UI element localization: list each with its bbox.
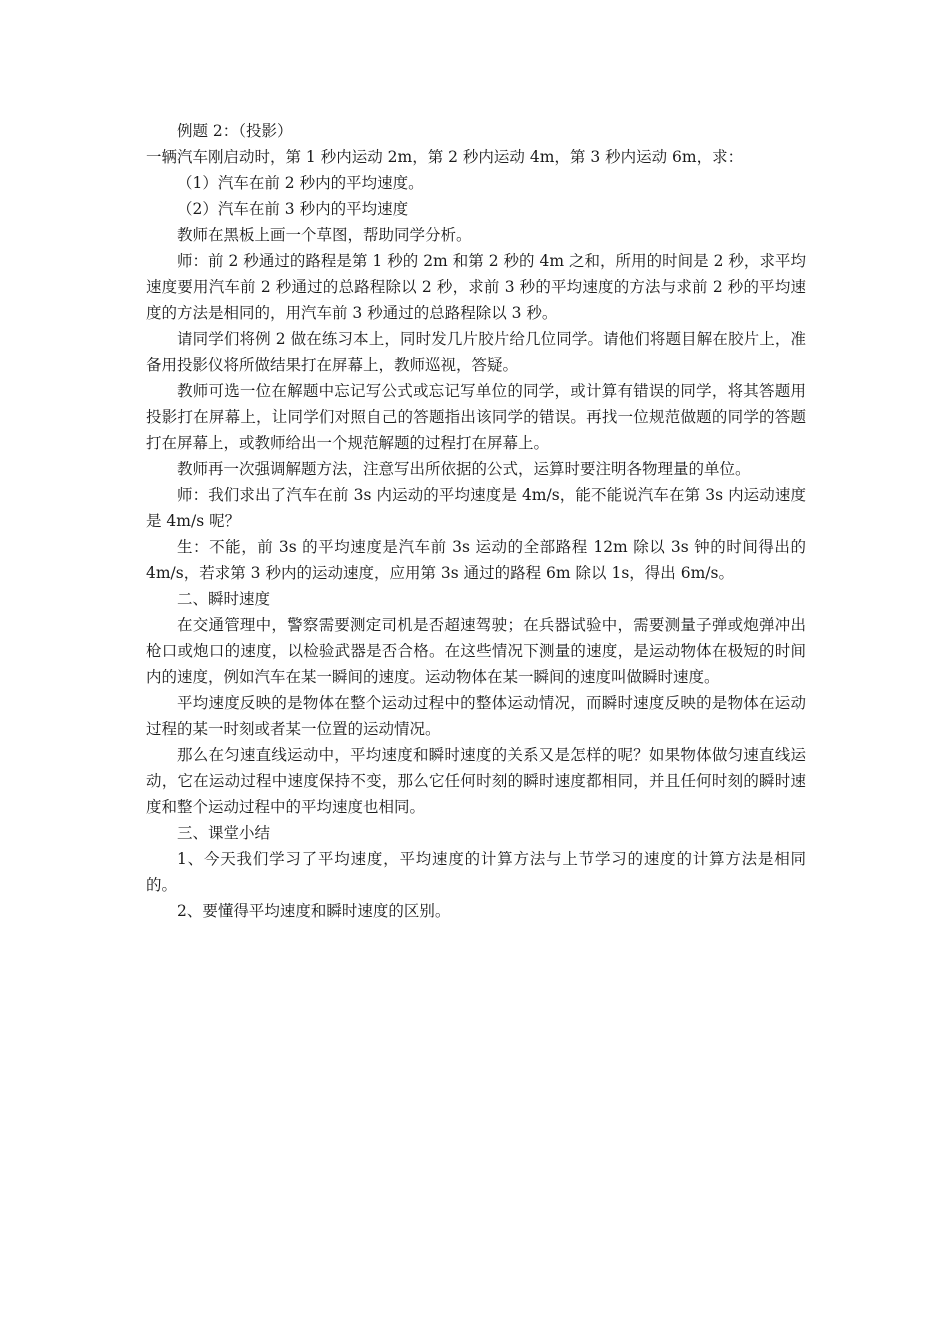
paragraph: 师：前 2 秒通过的路程是第 1 秒的 2m 和第 2 秒的 4m 之和，所用的时间是 2 秒，求平均速度要用汽车前 2 秒通过的总路程除以 2 秒，求前 3 秒的平均速度的方法与求前 2 秒的平均速度的方法是相同的，用汽车前 3 秒通过的总路程除以 3 秒。 (146, 252, 806, 322)
paragraph: 那么在匀速直线运动中，平均速度和瞬时速度的关系又是怎样的呢？如果物体做匀速直线运动，它在运动过程中速度保持不变，那么它任何时刻的瞬时速度都相同，并且任何时刻的瞬时速度和整个运动过程中的平均速度也相同。 (146, 746, 806, 816)
section-heading: 三、课堂小结 (177, 824, 271, 842)
paragraph: 平均速度反映的是物体在整个运动过程中的整体运动情况，而瞬时速度反映的是物体在运动过程的某一时刻或者某一位置的运动情况。 (146, 694, 806, 738)
example-heading: 例题 2：（投影） (177, 122, 293, 140)
summary-item: 1、今天我们学习了平均速度，平均速度的计算方法与上节学习的速度的计算方法是相同的。 (146, 850, 806, 894)
summary-item: 2、要懂得平均速度和瞬时速度的区别。 (177, 902, 451, 920)
paragraph: 教师再一次强调解题方法，注意写出所依据的公式，运算时要注明各物理量的单位。 (177, 460, 751, 478)
problem-statement: 一辆汽车刚启动时，第 1 秒内运动 2m，第 2 秒内运动 4m，第 3 秒内运动 6m，求： (146, 148, 744, 166)
question-1: （1）汽车在前 2 秒内的平均速度。 (177, 174, 424, 192)
paragraph: 请同学们将例 2 做在练习本上，同时发几片胶片给几位同学。请他们将题目解在胶片上，准备用投影仪将所做结果打在屏幕上，教师巡视，答疑。 (146, 330, 806, 374)
paragraph: 生：不能，前 3s 的平均速度是汽车前 3s 运动的全部路程 12m 除以 3s 钟的时间得出的 4m/s，若求第 3 秒内的运动速度，应用第 3s 通过的路程 6m 除以 1s，得出 6m/s。 (146, 538, 806, 582)
paragraph: 教师在黑板上画一个草图，帮助同学分析。 (177, 226, 472, 244)
question-2: （2）汽车在前 3 秒内的平均速度 (177, 200, 409, 218)
paragraph: 在交通管理中，警察需要测定司机是否超速驾驶；在兵器试验中，需要测量子弹或炮弹冲出枪口或炮口的速度，以检验武器是否合格。在这些情况下测量的速度，是运动物体在极短的时间内的速度，例如汽车在某一瞬间的速度。运动物体在某一瞬间的速度叫做瞬时速度。 (146, 616, 806, 686)
paragraph: 师：我们求出了汽车在前 3s 内运动的平均速度是 4m/s，能不能说汽车在第 3s 内运动速度是 4m/s 呢？ (146, 486, 806, 530)
paragraph: 教师可选一位在解题中忘记写公式或忘记写单位的同学，或计算有错误的同学，将其答题用投影打在屏幕上，让同学们对照自己的答题指出该同学的错误。再找一位规范做题的同学的答题打在屏幕上，或教师给出一个规范解题的过程打在屏幕上。 (146, 382, 806, 452)
document-body (146, 118, 806, 924)
section-heading: 二、瞬时速度 (177, 590, 271, 608)
